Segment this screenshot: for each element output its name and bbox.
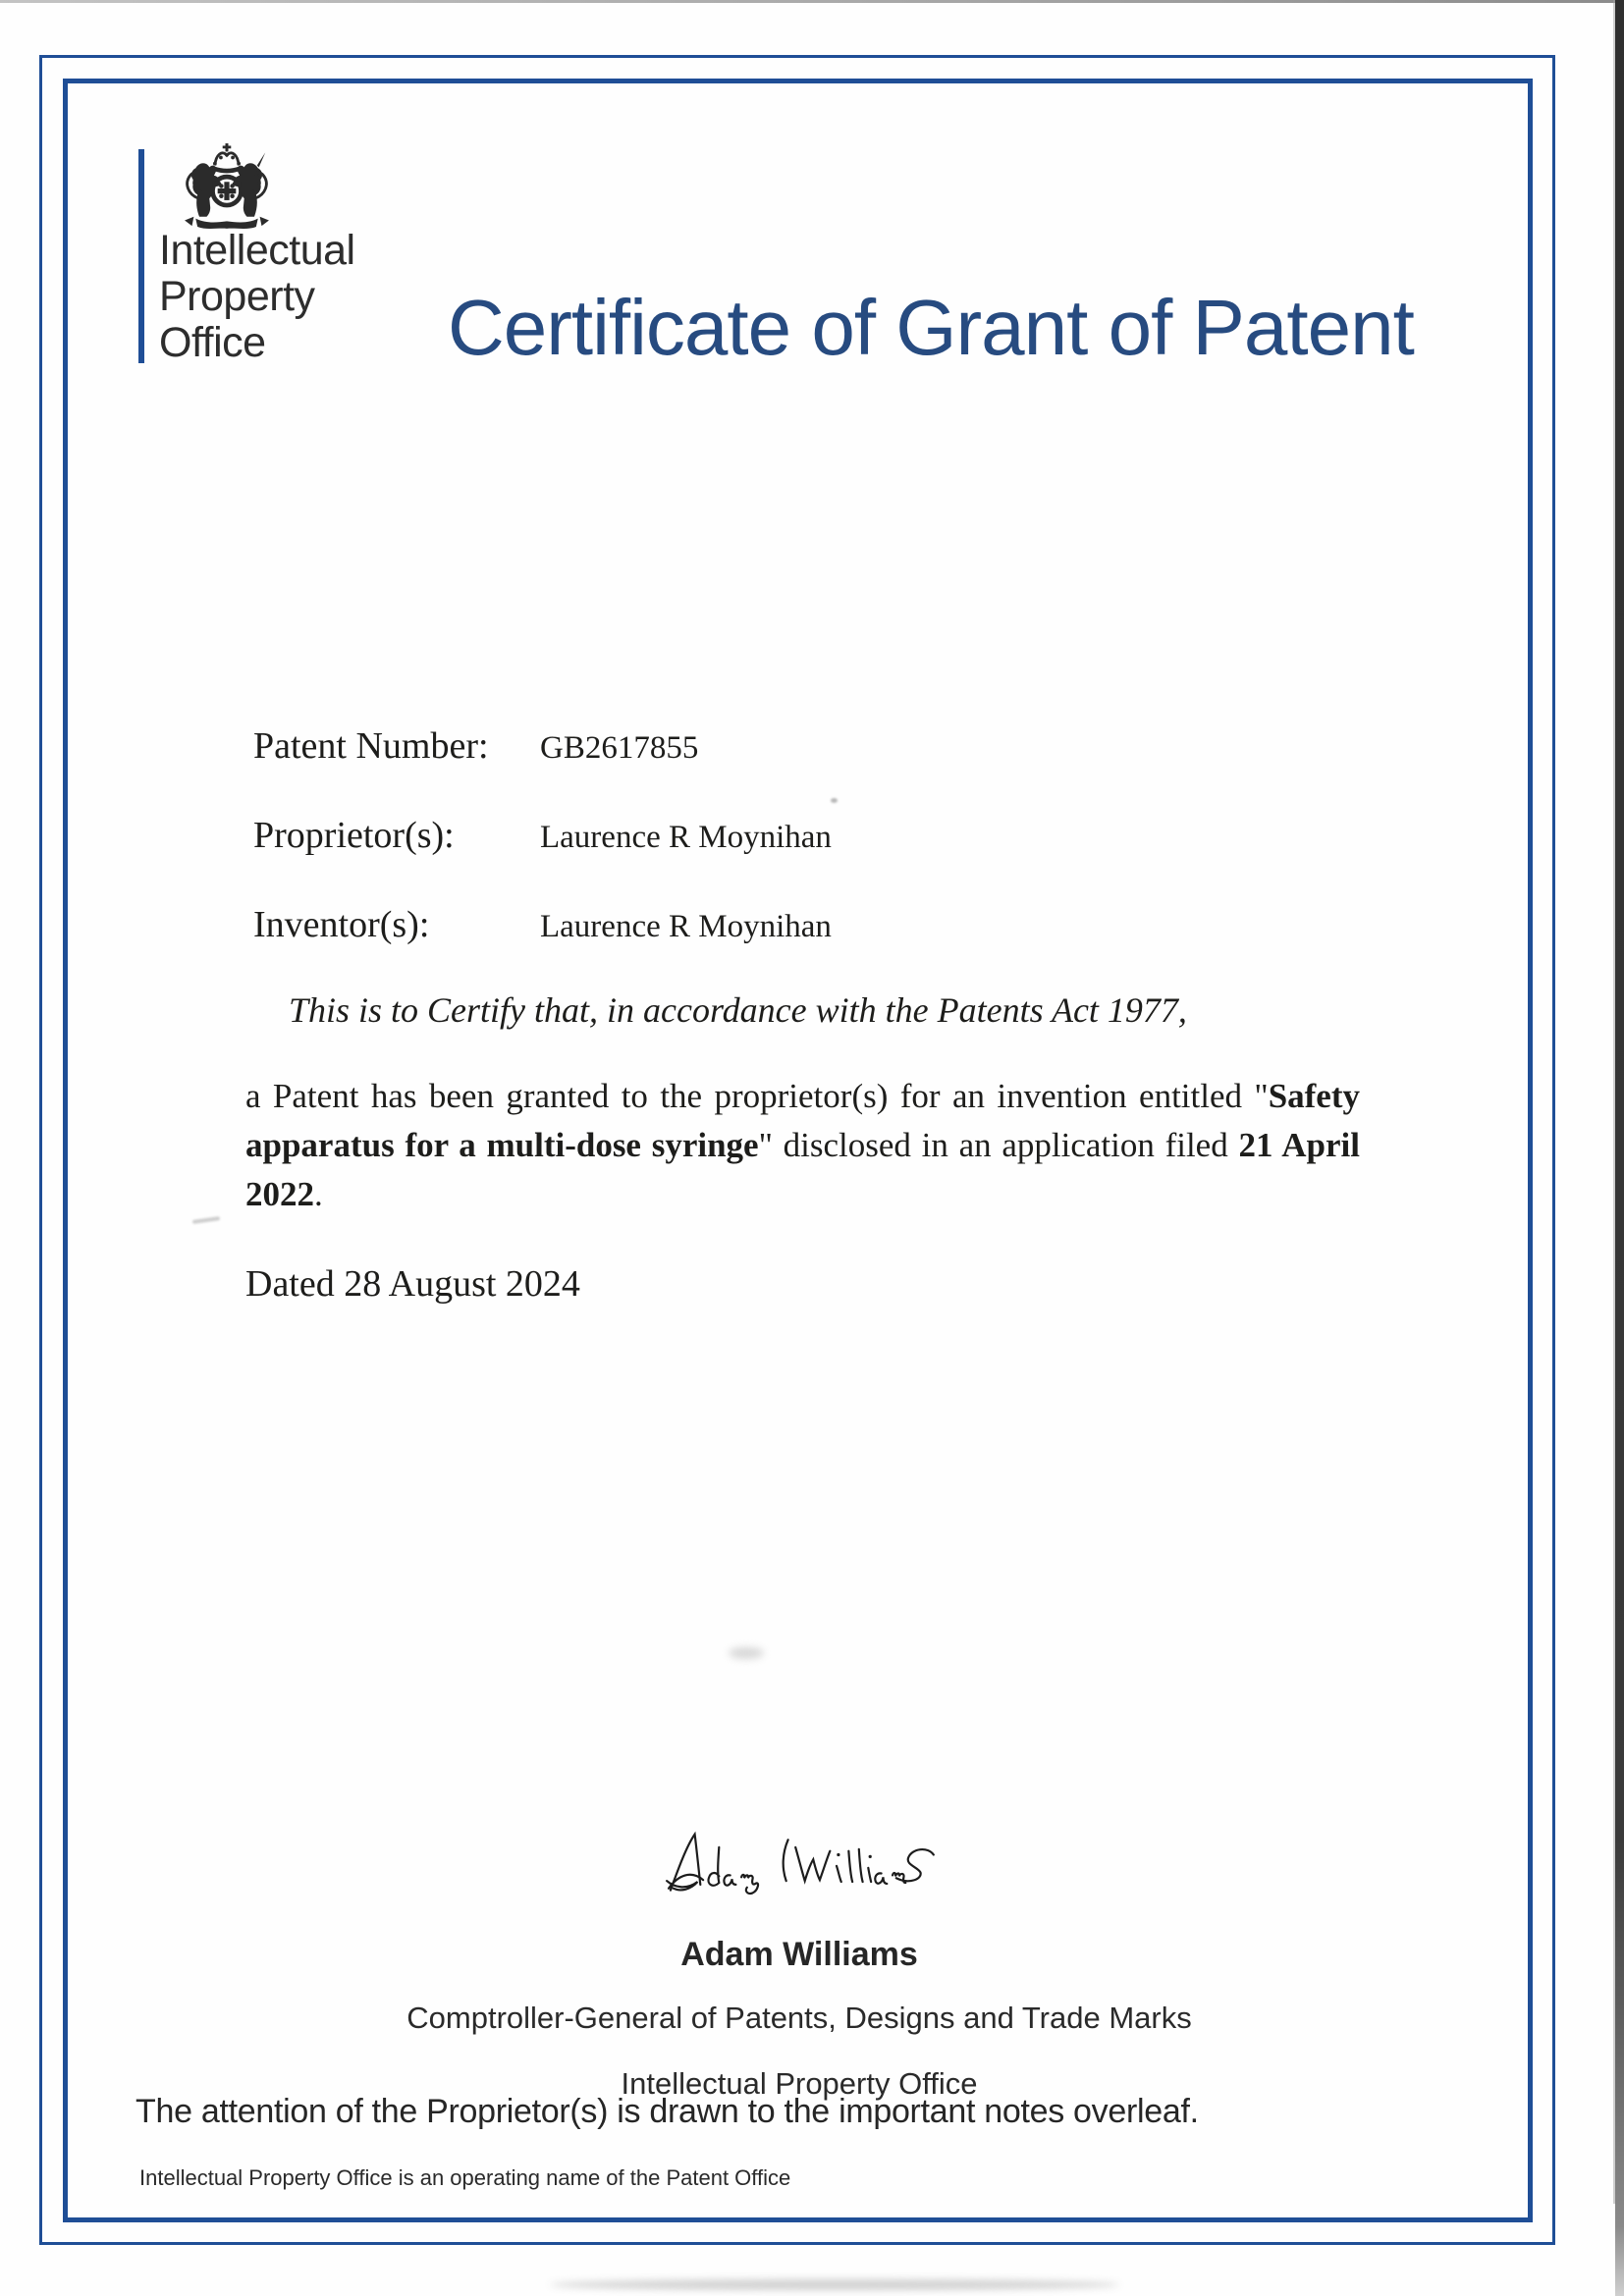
dated-line: Dated 28 August 2024 [245, 1263, 580, 1305]
patent-details [253, 724, 832, 992]
patent-number-value: GB2617855 [540, 730, 699, 766]
logo-blue-bar [138, 149, 144, 363]
certify-statement: This is to Certify that, in accordance with the Patents Act 1977, [289, 990, 1187, 1030]
detail-row-proprietor [253, 814, 832, 857]
logo-line-2: Property [159, 273, 315, 320]
inventor-value: Laurence R Moynihan [540, 909, 832, 944]
proprietor-value: Laurence R Moynihan [540, 820, 832, 855]
grant-text-middle: " disclosed in an application filed [758, 1126, 1239, 1164]
handwritten-signature-icon [660, 1826, 940, 1902]
invention-title: Safety apparatus for a multi-dose syringe [245, 1077, 1360, 1164]
logo-line-1: Intellectual [159, 227, 355, 274]
ipo-logo [138, 142, 394, 368]
inventor-label: Inventor(s): [253, 904, 430, 945]
detail-row-patent-number [253, 724, 832, 768]
scan-smudge [550, 2279, 1119, 2290]
patent-number-label: Patent Number: [253, 725, 489, 767]
grant-text-prefix: a Patent has been granted to the proprietor(s) for an invention entitled " [245, 1077, 1269, 1115]
attention-note: The attention of the Proprietor(s) is drawn to the important notes overleaf. [135, 2093, 1199, 2130]
logo-line-3: Office [159, 319, 266, 366]
grant-text-suffix: . [314, 1175, 323, 1213]
royal-coat-of-arms-icon [172, 140, 282, 231]
detail-row-inventor [253, 903, 832, 946]
signatory-name: Adam Williams [680, 1936, 918, 1973]
signatory-organisation: Intellectual Property Office [621, 2066, 978, 2101]
operating-name-note: Intellectual Property Office is an operating name of the Patent Office [139, 2165, 791, 2190]
scan-edge-top [0, 0, 1624, 3]
proprietor-label: Proprietor(s): [253, 815, 455, 856]
signatory-role: Comptroller-General of Patents, Designs and Trade Marks [406, 2001, 1192, 2035]
filing-date: 21 April 2022 [245, 1126, 1360, 1213]
ipo-logo-text [159, 228, 355, 366]
scan-edge-right-soft [1613, 0, 1615, 2204]
grant-paragraph [245, 1072, 1360, 1219]
scan-edge-right [1615, 0, 1624, 2296]
certificate-title: Certificate of Grant of Patent [448, 284, 1414, 371]
